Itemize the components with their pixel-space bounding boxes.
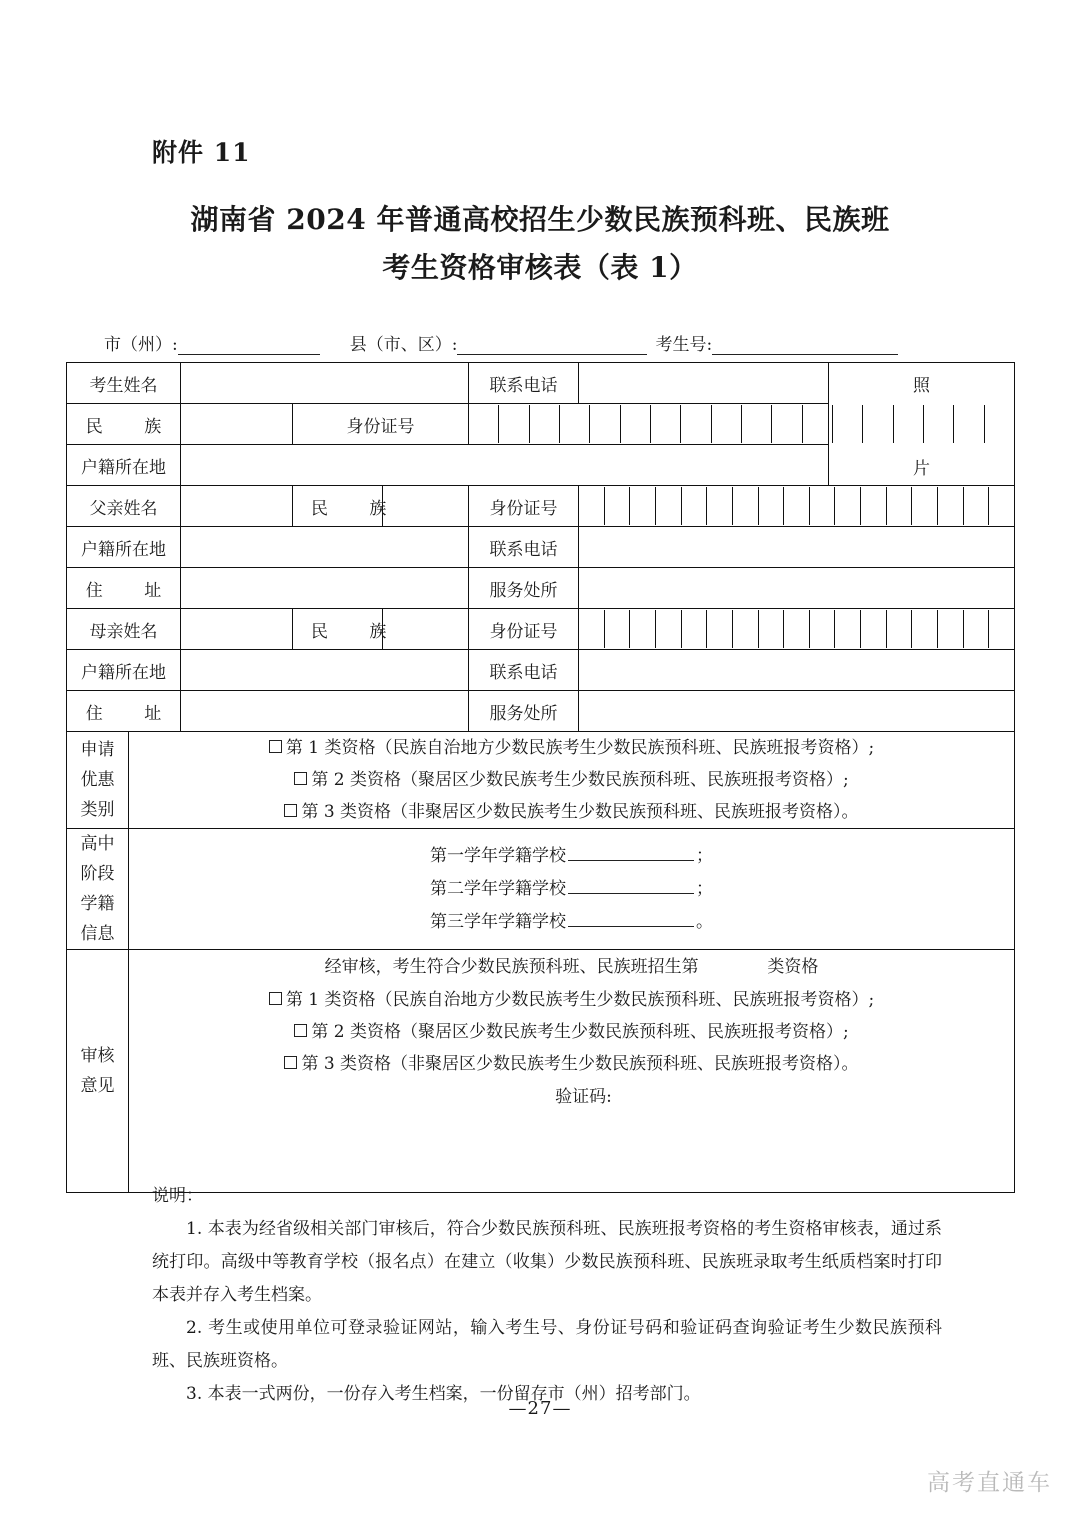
father-address-label: 住 址 (67, 568, 181, 609)
table-row-school-info (67, 829, 1015, 950)
id-digit-box[interactable] (887, 610, 913, 648)
id-digit-box[interactable] (989, 610, 1014, 648)
father-name-value[interactable] (181, 486, 293, 527)
student-ethnicity-value[interactable] (181, 404, 293, 445)
id-digit-box[interactable] (590, 405, 620, 443)
mother-address-value[interactable] (181, 691, 469, 732)
id-digit-box[interactable] (579, 610, 605, 648)
father-id-boxes[interactable] (579, 486, 1015, 527)
mother-name-label: 母亲姓名 (67, 609, 181, 650)
school-year-suffix: ； (696, 878, 713, 899)
student-phone-value[interactable] (579, 363, 829, 404)
student-household-value[interactable] (181, 445, 829, 486)
notes-heading: 说明： (152, 1186, 203, 1206)
id-digit-box[interactable] (656, 610, 682, 648)
id-digit-box[interactable] (759, 487, 785, 525)
id-digit-box[interactable] (469, 405, 499, 443)
id-digit-box[interactable] (712, 405, 742, 443)
id-digit-box[interactable] (630, 610, 656, 648)
page-number: —27— (508, 1398, 572, 1419)
student-ethnicity-label: 民 族 (67, 404, 181, 445)
exam-number-field (655, 330, 898, 355)
attachment-label: 附件 11 (152, 138, 251, 167)
id-digit-strip-father (579, 487, 1014, 525)
vertical-label-line: 学籍 (80, 894, 115, 914)
school-year-label: 第三学年学籍学校 (430, 911, 566, 932)
mother-phone-label: 联系电话 (469, 650, 579, 691)
id-digit-box[interactable] (759, 610, 785, 648)
school-info-label-stack (67, 829, 128, 949)
checkbox-icon[interactable] (284, 804, 297, 817)
review-intro-prefix: 经审核，考生符合少数民族预科班、民族班招生第 (324, 957, 699, 977)
student-id-label: 身份证号 (293, 404, 469, 445)
id-digit-strip-mother (579, 610, 1014, 648)
notes-list (152, 1213, 942, 1411)
table-row-mother-address (67, 691, 1015, 732)
id-digit-box[interactable] (656, 487, 682, 525)
father-workplace-value[interactable] (579, 568, 1015, 609)
father-address-value[interactable] (181, 568, 469, 609)
father-id-label: 身份证号 (469, 486, 579, 527)
student-name-value[interactable] (181, 363, 469, 404)
review-intro-suffix: 类资格 (767, 957, 819, 977)
school-year-label: 第二学年学籍学校 (430, 878, 566, 899)
mother-phone-value[interactable] (579, 650, 1015, 691)
mother-workplace-value[interactable] (579, 691, 1015, 732)
checkbox-icon[interactable] (269, 740, 282, 753)
id-digit-box[interactable] (784, 487, 810, 525)
id-digit-box[interactable] (938, 610, 964, 648)
id-digit-box[interactable] (621, 405, 651, 443)
school-year-list (129, 840, 1014, 939)
exam-number-label: 考生号: (655, 335, 713, 355)
table-row-father-name (67, 486, 1015, 527)
school-year-suffix: ； (696, 845, 713, 866)
mother-ethnicity-label: 民 族 (293, 609, 383, 650)
qualification-option-row (129, 764, 1014, 796)
father-name-label: 父亲姓名 (67, 486, 181, 527)
id-digit-box[interactable] (681, 405, 711, 443)
id-digit-box[interactable] (835, 487, 861, 525)
id-digit-box[interactable] (938, 487, 964, 525)
id-digit-box[interactable] (579, 487, 605, 525)
county-input-blank[interactable] (457, 339, 647, 355)
id-digit-box[interactable] (560, 405, 590, 443)
father-household-value[interactable] (181, 527, 469, 568)
father-household-label: 户籍所在地 (67, 527, 181, 568)
student-phone-label: 联系电话 (469, 363, 579, 404)
checkbox-icon[interactable] (284, 1056, 297, 1069)
id-digit-box[interactable] (707, 487, 733, 525)
header-fields-row (104, 330, 984, 355)
mother-workplace-label: 服务处所 (469, 691, 579, 732)
table-row-apply-category (67, 732, 1015, 829)
school-year-row (129, 873, 1014, 906)
photo-label-top: 照 (913, 376, 931, 396)
school-info-vertical-label (67, 829, 129, 950)
id-digit-box[interactable] (605, 610, 631, 648)
father-phone-label: 联系电话 (469, 527, 579, 568)
school-name-blank[interactable] (568, 846, 694, 861)
exam-number-input-blank[interactable] (712, 339, 898, 355)
county-field (350, 330, 656, 355)
checkbox-icon[interactable] (294, 772, 307, 785)
review-label-stack (67, 1041, 128, 1101)
id-digit-box[interactable] (964, 487, 990, 525)
city-field (104, 330, 350, 355)
table-row-father-household (67, 527, 1015, 568)
father-ethnicity-label: 民 族 (293, 486, 383, 527)
id-digit-box[interactable] (772, 405, 802, 443)
table-row-review (67, 950, 1015, 1193)
checkbox-icon[interactable] (294, 1024, 307, 1037)
city-label: 市（州）: (104, 335, 178, 355)
vertical-label-line: 信息 (80, 924, 115, 944)
qualification-option-row (129, 732, 1014, 764)
student-household-label: 户籍所在地 (67, 445, 181, 486)
id-digit-box[interactable] (605, 487, 631, 525)
id-digit-box[interactable] (682, 487, 708, 525)
document-title (0, 196, 1080, 292)
qualification-option-label: 第 3 类资格（非聚居区少数民族考生少数民族预科班、民族班报考资格）。 (301, 802, 859, 822)
id-digit-box[interactable] (861, 610, 887, 648)
vertical-label-line: 优惠 (80, 770, 115, 790)
id-digit-box[interactable] (861, 487, 887, 525)
id-digit-box[interactable] (810, 610, 836, 648)
qualification-option-label: 第 2 类资格（聚居区少数民族考生少数民族预科班、民族班报考资格）; (311, 770, 849, 790)
id-digit-box[interactable] (651, 405, 681, 443)
table-row-mother-household (67, 650, 1015, 691)
mother-household-value[interactable] (181, 650, 469, 691)
note-item: 1. 本表为经省级相关部门审核后，符合少数民族预科班、民族班报考资格的考生资格审核表，通过系统打印。高级中等教育学校（报名点）在建立（收集）少数民族预科班、民族班录取考生纸质档案时打印本表并存入考生档案。 (152, 1219, 942, 1305)
title-line-1: 湖南省 2024 年普通高校招生少数民族预科班、民族班 (190, 203, 890, 236)
review-vertical-label (67, 950, 129, 1193)
vertical-label-line: 意见 (80, 1076, 115, 1096)
id-digit-box[interactable] (887, 487, 913, 525)
apply-category-label-stack (67, 735, 128, 825)
qualification-form-table (66, 362, 1015, 1193)
verify-code-label: 验证码: (555, 1087, 612, 1107)
review-options-list (129, 984, 1014, 1080)
county-label: 县（市、区）: (349, 335, 458, 355)
vertical-label-line: 审核 (80, 1046, 115, 1066)
apply-options-list (129, 732, 1014, 828)
school-year-suffix: 。 (696, 911, 713, 932)
city-input-blank[interactable] (178, 339, 320, 355)
school-name-blank[interactable] (568, 879, 694, 894)
photo-label-bottom: 片 (913, 459, 931, 479)
apply-category-vertical-label (67, 732, 129, 829)
student-name-label: 考生姓名 (67, 363, 181, 404)
id-digit-box[interactable] (810, 487, 836, 525)
watermark: 高考直通车 (927, 1470, 1052, 1496)
note-item: 2. 考生或使用单位可登录验证网站，输入考生号、身份证号码和验证码查询验证考生少数民族预科班、民族班资格。 (152, 1318, 942, 1371)
vertical-label-line: 高中 (80, 834, 115, 854)
review-content (129, 950, 1015, 1193)
id-digit-box[interactable] (707, 610, 733, 648)
qualification-option-label: 第 3 类资格（非聚居区少数民族考生少数民族预科班、民族班报考资格）。 (301, 1054, 859, 1074)
id-digit-box[interactable] (630, 487, 656, 525)
mother-id-boxes[interactable] (579, 609, 1015, 650)
school-year-label: 第一学年学籍学校 (430, 845, 566, 866)
id-digit-box[interactable] (733, 487, 759, 525)
note-item: 3. 本表一式两份，一份存入考生档案，一份留存市（州）招考部门。 (186, 1384, 701, 1404)
table-row-mother-name (67, 609, 1015, 650)
checkbox-icon[interactable] (269, 992, 282, 1005)
id-digit-box[interactable] (742, 405, 772, 443)
table-row-student-name (67, 363, 1015, 404)
school-year-row (129, 906, 1014, 939)
qualification-option-label: 第 1 类资格（民族自治地方少数民族考生少数民族预科班、民族班报考资格）; (285, 738, 875, 758)
id-digit-box[interactable] (989, 487, 1014, 525)
id-digit-box[interactable] (964, 610, 990, 648)
id-digit-box[interactable] (835, 610, 861, 648)
qualification-option-row (129, 1016, 1014, 1048)
mother-household-label: 户籍所在地 (67, 650, 181, 691)
vertical-label-line: 类别 (80, 800, 115, 820)
school-name-blank[interactable] (568, 912, 694, 927)
notes-section (152, 1180, 942, 1411)
title-line-2: 考生资格审核表（表 1） (382, 251, 698, 284)
id-digit-box[interactable] (912, 610, 938, 648)
school-year-row (129, 840, 1014, 873)
mother-name-value[interactable] (181, 609, 293, 650)
mother-address-label: 住 址 (67, 691, 181, 732)
photo-cell[interactable] (829, 363, 1015, 486)
school-info-rows (129, 829, 1015, 950)
vertical-label-line: 阶段 (80, 864, 115, 884)
review-intro-line (129, 950, 1014, 984)
mother-id-label: 身份证号 (469, 609, 579, 650)
id-digit-box[interactable] (682, 610, 708, 648)
qualification-option-label: 第 1 类资格（民族自治地方少数民族考生少数民族预科班、民族班报考资格）; (285, 990, 875, 1010)
qualification-option-row (129, 1048, 1014, 1080)
vertical-label-line: 申请 (80, 740, 115, 760)
apply-category-options (129, 732, 1015, 829)
qualification-option-label: 第 2 类资格（聚居区少数民族考生少数民族预科班、民族班报考资格）; (311, 1022, 849, 1042)
id-digit-box[interactable] (733, 610, 759, 648)
id-digit-box[interactable] (784, 610, 810, 648)
qualification-option-row (129, 984, 1014, 1016)
father-workplace-label: 服务处所 (469, 568, 579, 609)
id-digit-box[interactable] (912, 487, 938, 525)
id-digit-box[interactable] (530, 405, 560, 443)
id-digit-box[interactable] (499, 405, 529, 443)
qualification-option-row (129, 796, 1014, 828)
table-row-father-address (67, 568, 1015, 609)
father-phone-value[interactable] (579, 527, 1015, 568)
